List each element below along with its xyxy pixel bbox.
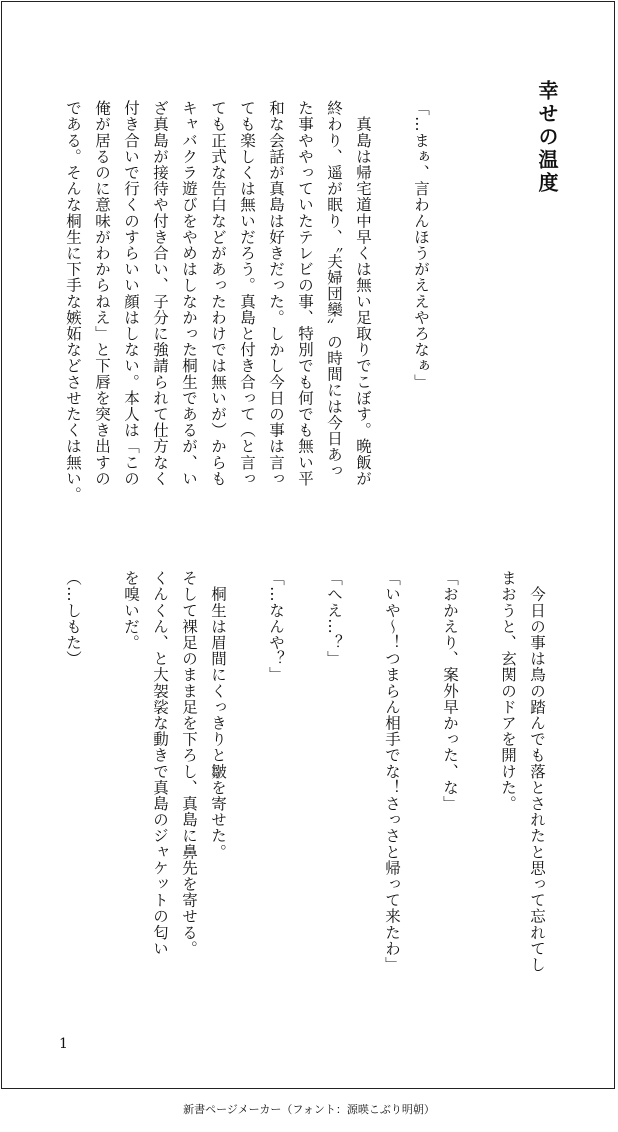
text-line: た事ややっていたテレビの事、特別でも何でも無い平 <box>296 100 314 487</box>
text-line: ざ真島が接待や付き合い、子分に強請られて仕方なく <box>151 100 169 487</box>
text-line: そして裸足のまま足を下ろし、真島に鼻先を寄せる。 <box>180 570 198 957</box>
text-line: 「…まぁ、言わんほうがええやろなぁ」 <box>412 100 430 390</box>
text-line <box>406 570 435 1020</box>
text-line: ても正式な告白などがあったわけでは無いが）からも <box>209 100 227 487</box>
text-line: 「へえ…？」 <box>325 570 343 667</box>
text-line: 付き合いで行くのすらいい顔はしない。本人は「この <box>122 100 140 487</box>
text-line: 桐生は眉間にくっきりと皺を寄せた。 <box>209 570 227 860</box>
text-line: ても楽しくは無いだろう。真島と付き合って（と言っ <box>238 100 256 487</box>
text-line <box>87 570 116 1020</box>
text-line: 「…なんや？」 <box>267 570 285 683</box>
text-line: 「おかえり、案外早かった、な」 <box>441 570 459 812</box>
text-line: キャバクラ遊びをやめはしなかった桐生であるが、い <box>180 100 198 487</box>
text-line: 終わり、遥が眠り、〝夫婦団欒〟の時間には今日あっ <box>325 100 343 479</box>
page-title: 幸せの温度 <box>535 80 559 195</box>
text-line <box>377 100 406 540</box>
text-line: くんくん、と大袈裟な動きで真島のジャケットの匂い <box>151 570 169 957</box>
text-line: 俺が居るのに意味がわからねえ」と下唇を突き出すの <box>93 100 111 487</box>
text-line <box>348 570 377 1020</box>
text-line <box>290 570 319 1020</box>
text-line: まおうと、玄関のドアを開けた。 <box>499 570 517 812</box>
text-line: 「いや〜！つまらん相手でな！さっさと帰って来たわ」 <box>383 570 401 973</box>
upper-text-block <box>58 100 435 540</box>
text-line <box>464 570 493 1020</box>
text-line: である。そんな桐生に下手な嫉妬などさせたくは無い。 <box>64 100 82 503</box>
text-line: （…しもた） <box>64 570 82 667</box>
text-line: 今日の事は鳥の踏んでも落とされたと思って忘れてし <box>528 570 546 973</box>
page-number: 1 <box>59 1036 68 1052</box>
text-line: 和な会話が真島は好きだった。しかし今日の事は言っ <box>267 100 285 487</box>
text-line <box>232 570 261 1020</box>
lower-text-block <box>58 570 551 1020</box>
footer-caption: 新書ページメーカー（フォント：源暎こぶり明朝） <box>183 1103 435 1116</box>
text-line: 真島は帰宅道中早くは無い足取りでこぼす。晩飯が <box>354 100 372 487</box>
text-line: を嗅いだ。 <box>122 570 140 651</box>
